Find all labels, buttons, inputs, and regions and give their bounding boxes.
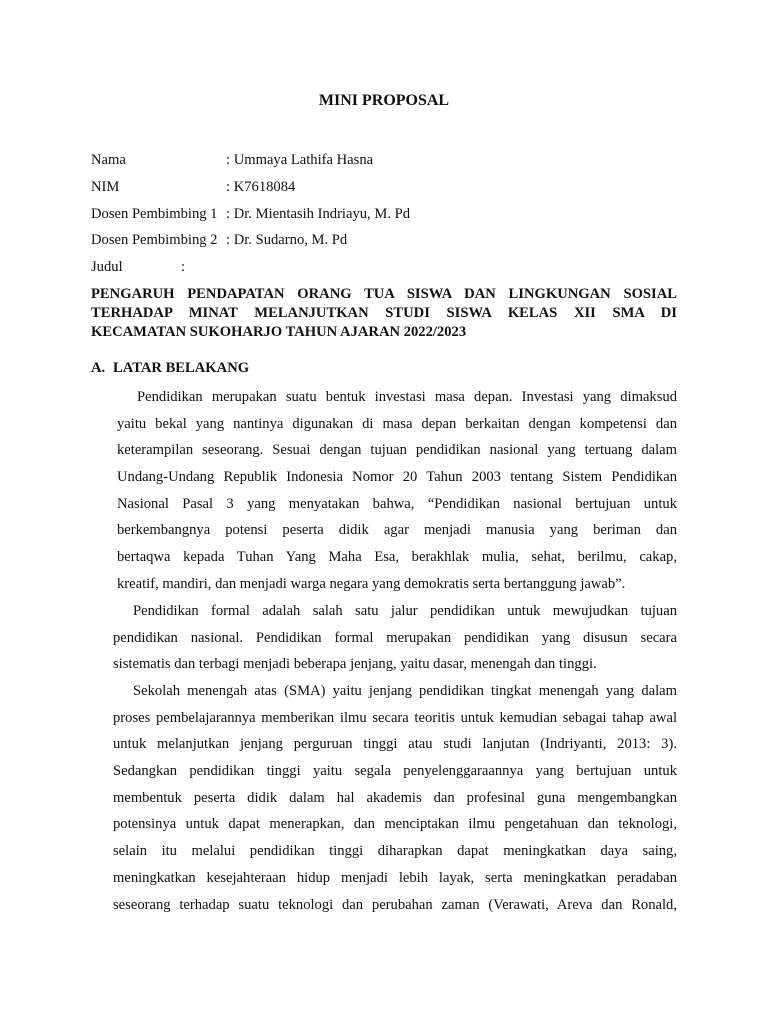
nim-label: NIM: [91, 179, 120, 195]
paragraph-line: yaitu bekal yang nantinya digunakan di masa depan berkaitan dengan kompetensi dan: [117, 415, 677, 432]
paragraph-line: selain itu melalui pendidikan tinggi diharapkan dapat meningkatkan daya saing,: [113, 843, 677, 860]
judul-line: PENGARUH PENDAPATAN ORANG TUA SISWA DAN LINGKUNGAN SOSIAL: [91, 286, 677, 302]
meta-row-dosen1: [91, 206, 411, 223]
proposal-title-text: [91, 285, 677, 342]
paragraph-line: untuk melanjutkan jenjang perguruan tinggi atau studi lanjutan (Indriyanti, 2013: 3).: [113, 736, 677, 753]
paragraph-3: [113, 678, 677, 918]
meta-row-nim: [91, 179, 296, 196]
paragraph-line: potensinya untuk dapat menerapkan, dan menciptakan ilmu pengetahuan dan teknologi,: [113, 816, 677, 833]
dosen2-value: : Dr. Sudarno, M. Pd: [226, 232, 348, 248]
paragraph-line: Undang-Undang Republik Indonesia Nomor 20 Tahun 2003 tentang Sistem Pendidikan: [117, 469, 677, 486]
paragraph-line: membentuk peserta didik dalam hal akademis dan profesinal guna mengembangkan: [113, 789, 677, 806]
paragraph-line: kreatif, mandiri, dan menjadi warga negara yang demokratis serta bertanggung jawab”.: [117, 575, 626, 592]
judul-colon: :: [181, 259, 186, 275]
paragraph-line: sistematis dan terbagi menjadi beberapa jenjang, yaitu dasar, menengah dan tinggi.: [113, 656, 597, 673]
paragraph-line: pendidikan nasional. Pendidikan formal merupakan pendidikan yang disusun secara: [113, 629, 677, 646]
nim-value: : K7618084: [226, 179, 296, 195]
meta-row-judul: [91, 259, 186, 276]
paragraph-line: bertaqwa kepada Tuhan Yang Maha Esa, berakhlak mulia, sehat, berilmu, cakap,: [117, 549, 677, 566]
dosen1-label: Dosen Pembimbing 1: [91, 206, 218, 222]
paragraph-line: Nasional Pasal 3 yang menyatakan bahwa, “Pendidikan nasional bertujuan untuk: [117, 495, 677, 512]
nama-value: : Ummaya Lathifa Hasna: [226, 152, 374, 168]
paragraph-2: [113, 598, 677, 678]
paragraph-line: Sedangkan pendidikan tinggi yaitu segala penyelenggaraannya yang bertujuan untuk: [113, 763, 677, 780]
meta-row-nama: [91, 152, 374, 169]
paragraph-line: Pendidikan merupakan suatu bentuk investasi masa depan. Investasi yang dimaksud: [137, 389, 677, 405]
paragraph-line: proses pembelajarannya memberikan ilmu secara teoritis untuk kemudian sebagai tahap awal: [113, 709, 677, 726]
paragraph-line: meningkatkan kesejahteraan hidup menjadi lebih layak, serta meningkatkan peradaban: [113, 869, 677, 886]
nama-label: Nama: [91, 152, 126, 168]
paragraph-line: Pendidikan formal adalah salah satu jalur pendidikan untuk mewujudkan tujuan: [133, 603, 677, 619]
judul-line: KECAMATAN SUKOHARJO TAHUN AJARAN 2022/2023: [91, 324, 467, 340]
document-title: MINI PROPOSAL: [318, 92, 450, 109]
paragraph-line: berkembangnya potensi peserta didik agar menjadi manusia yang beriman dan: [117, 522, 677, 539]
paragraph-line: Sekolah menengah atas (SMA) yaitu jenjang pendidikan tingkat menengah yang dalam: [133, 683, 677, 699]
paragraph-line: seseorang terhadap suatu teknologi dan perubahan zaman (Verawati, Areva dan Ronald,: [113, 896, 677, 913]
judul-label: Judul: [91, 259, 123, 275]
meta-row-dosen2: [91, 232, 348, 249]
section-letter: A.: [91, 360, 106, 376]
paragraph-1: [117, 384, 677, 598]
paragraph-line: keterampilan seseorang. Sesuai dengan tujuan pendidikan nasional yang tertuang dalam: [117, 442, 677, 459]
section-heading: [91, 360, 249, 377]
dosen2-label: Dosen Pembimbing 2: [91, 232, 218, 248]
judul-line: TERHADAP MINAT MELANJUTKAN STUDI SISWA KELAS XII SMA DI: [91, 305, 677, 321]
dosen1-value: : Dr. Mientasih Indriayu, M. Pd: [226, 206, 411, 222]
section-title: LATAR BELAKANG: [113, 360, 250, 376]
